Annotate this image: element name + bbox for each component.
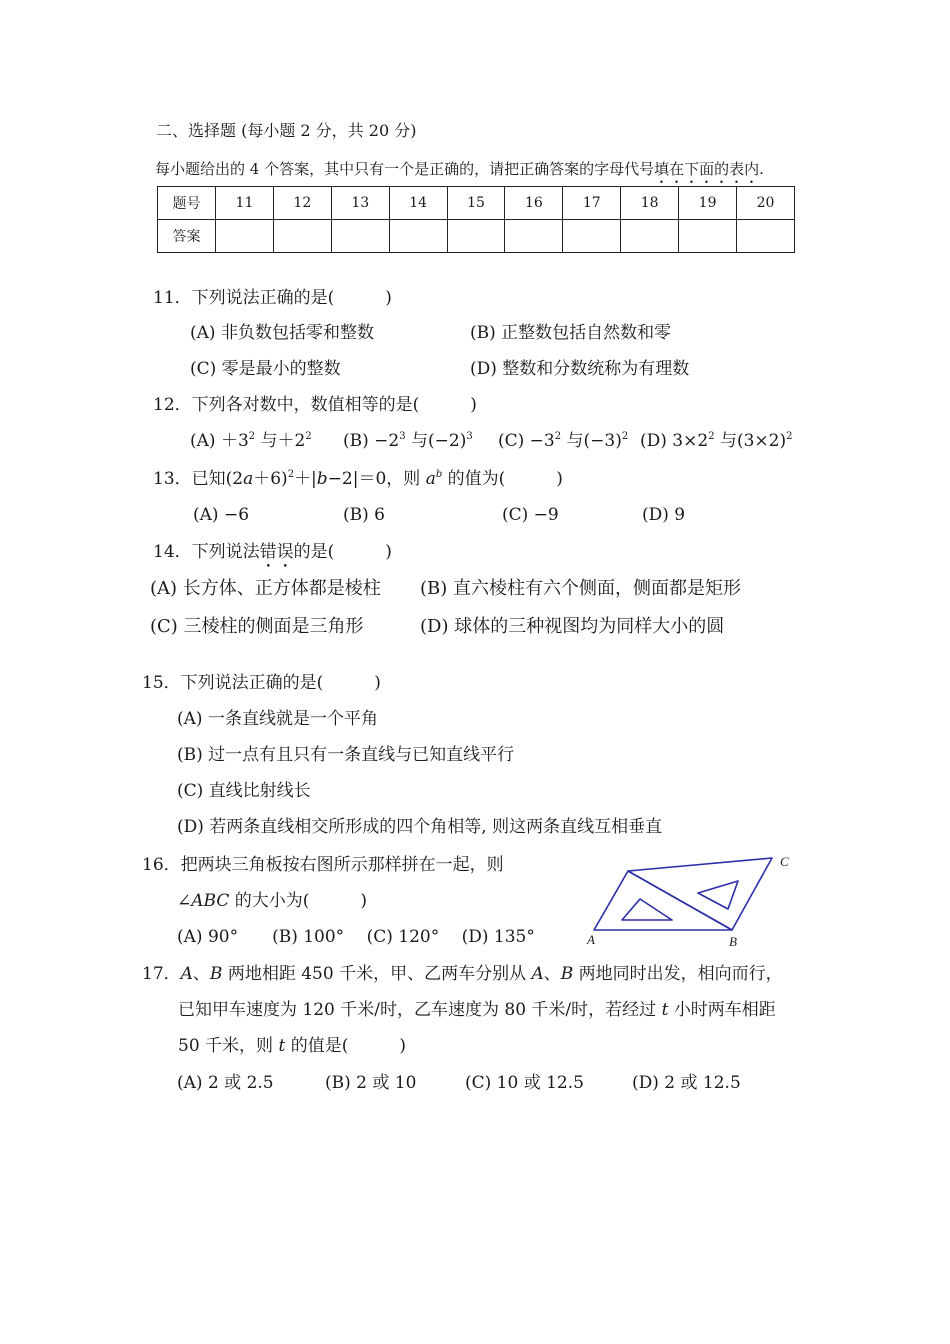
triangle-boards-diagram [580,848,810,948]
question-number-row [158,187,795,220]
q14-option-d: (D) 球体的三种视图均为同样大小的圆 [420,616,725,637]
q14-option-b: (B) 直六棱柱有六个侧面，侧面都是矩形 [420,578,741,599]
q17-stem-2: 已知甲车速度为 120 千米/时，乙车速度为 80 千米/时，若经过 t 小时两车相距 [178,1000,776,1020]
q15-option-c: (C) 直线比射线长 [177,781,311,801]
q12-stem: 12．下列各对数中，数值相等的是( ) [153,395,477,415]
answer-row [158,220,795,253]
q15-stem: 15．下列说法正确的是( ) [142,673,381,693]
q16-stem: 16．把两块三角板按右图所示那样拼在一起，则 [142,855,504,875]
answer-cell[interactable] [621,220,679,253]
question-number-cell: 18 [621,187,679,220]
q13-option-a: (A) −6 [193,505,250,525]
q13-option-b: (B) 6 [343,505,385,525]
q11-option-a: (A) 非负数包括零和整数 [190,323,374,343]
right-triangle-inner [622,899,672,920]
row-label-number: 题号 [158,187,216,220]
q16-stem-2: ∠ABC 的大小为( ) [177,891,368,911]
q17-stem: 17．A、B 两地相距 450 千米，甲、乙两车分别从 A、B 两地同时出发，相向而行， [142,964,783,984]
answer-table [157,186,795,253]
q13-option-d: (D) 9 [642,505,686,525]
question-number-cell: 16 [505,187,563,220]
q17-stem-3: 50 千米，则 t 的值是( ) [178,1036,406,1056]
q16-options: (A) 90° (B) 100° (C) 120° (D) 135° [177,927,535,947]
q17-option-b: (B) 2 或 10 [325,1073,417,1093]
answer-cell[interactable] [679,220,737,253]
question-number-cell: 19 [679,187,737,220]
q11-option-b: (B) 正整数包括自然数和零 [470,323,672,343]
answer-cell[interactable] [447,220,505,253]
q17-option-d: (D) 2 或 12.5 [632,1073,741,1093]
answer-cell[interactable] [505,220,563,253]
q14-option-c: (C) 三棱柱的侧面是三角形 [150,616,364,637]
question-number-cell: 12 [273,187,331,220]
q14-stem: 14．下列说法错误的是( ) [153,542,392,562]
answer-cell[interactable] [273,220,331,253]
answer-cell[interactable] [216,220,274,253]
point-label-b: B [729,934,737,948]
triangle-board-2-inner [698,881,738,909]
answer-cell[interactable] [331,220,389,253]
q11-stem: 11．下列说法正确的是( ) [153,288,392,308]
answer-cell[interactable] [737,220,795,253]
q15-option-d: (D) 若两条直线相交所形成的四个角相等, 则这两条直线互相垂直 [177,817,663,837]
q17-option-c: (C) 10 或 12.5 [465,1073,584,1093]
q12-option-c: $(C) -3^2$ 与$(-3)^2$ [498,431,629,451]
point-label-c: C [780,854,789,869]
row-label-answer: 答案 [158,220,216,253]
q13-option-c: (C) −9 [502,505,559,525]
answer-cell[interactable] [389,220,447,253]
point-label-a: A [587,932,595,947]
q14-option-a: (A) 长方体、正方体都是棱柱 [150,578,381,599]
answer-cell[interactable] [563,220,621,253]
question-number-cell: 20 [737,187,795,220]
q12-option-a: $(A) +3^2$ 与$+2^2$ [190,431,312,451]
q11-option-c: (C) 零是最小的整数 [190,359,341,379]
question-number-cell: 17 [563,187,621,220]
section-title: 二、选择题 (每小题 2 分，共 20 分) [156,121,417,140]
question-number-cell: 13 [331,187,389,220]
q17-option-a: (A) 2 或 2.5 [177,1073,274,1093]
section-instruction: 每小题给出的 4 个答案，其中只有一个是正确的，请把正确答案的字母代号填在下面的表内. [155,160,764,178]
q11-option-d: (D) 整数和分数统称为有理数 [470,359,690,379]
q12-option-d: (D) $3\times 2^2$ 与$(3\times 2)^2$ [640,431,793,451]
q15-option-b: (B) 过一点有且只有一条直线与已知直线平行 [177,745,515,765]
question-number-cell: 15 [447,187,505,220]
emphasized-instruction: 填在下面的表内 [654,160,760,178]
emphasized-word: 错误 [259,542,294,562]
question-number-cell: 11 [216,187,274,220]
q13-stem: 13．已知$(2a+6)^2+|b-2|=0$，则 $a^b$ 的值为( ) [153,469,563,489]
q15-option-a: (A) 一条直线就是一个平角 [177,709,378,729]
question-number-cell: 14 [389,187,447,220]
q12-option-b: $(B) -2^3$ 与$(-2)^3$ [343,431,473,451]
